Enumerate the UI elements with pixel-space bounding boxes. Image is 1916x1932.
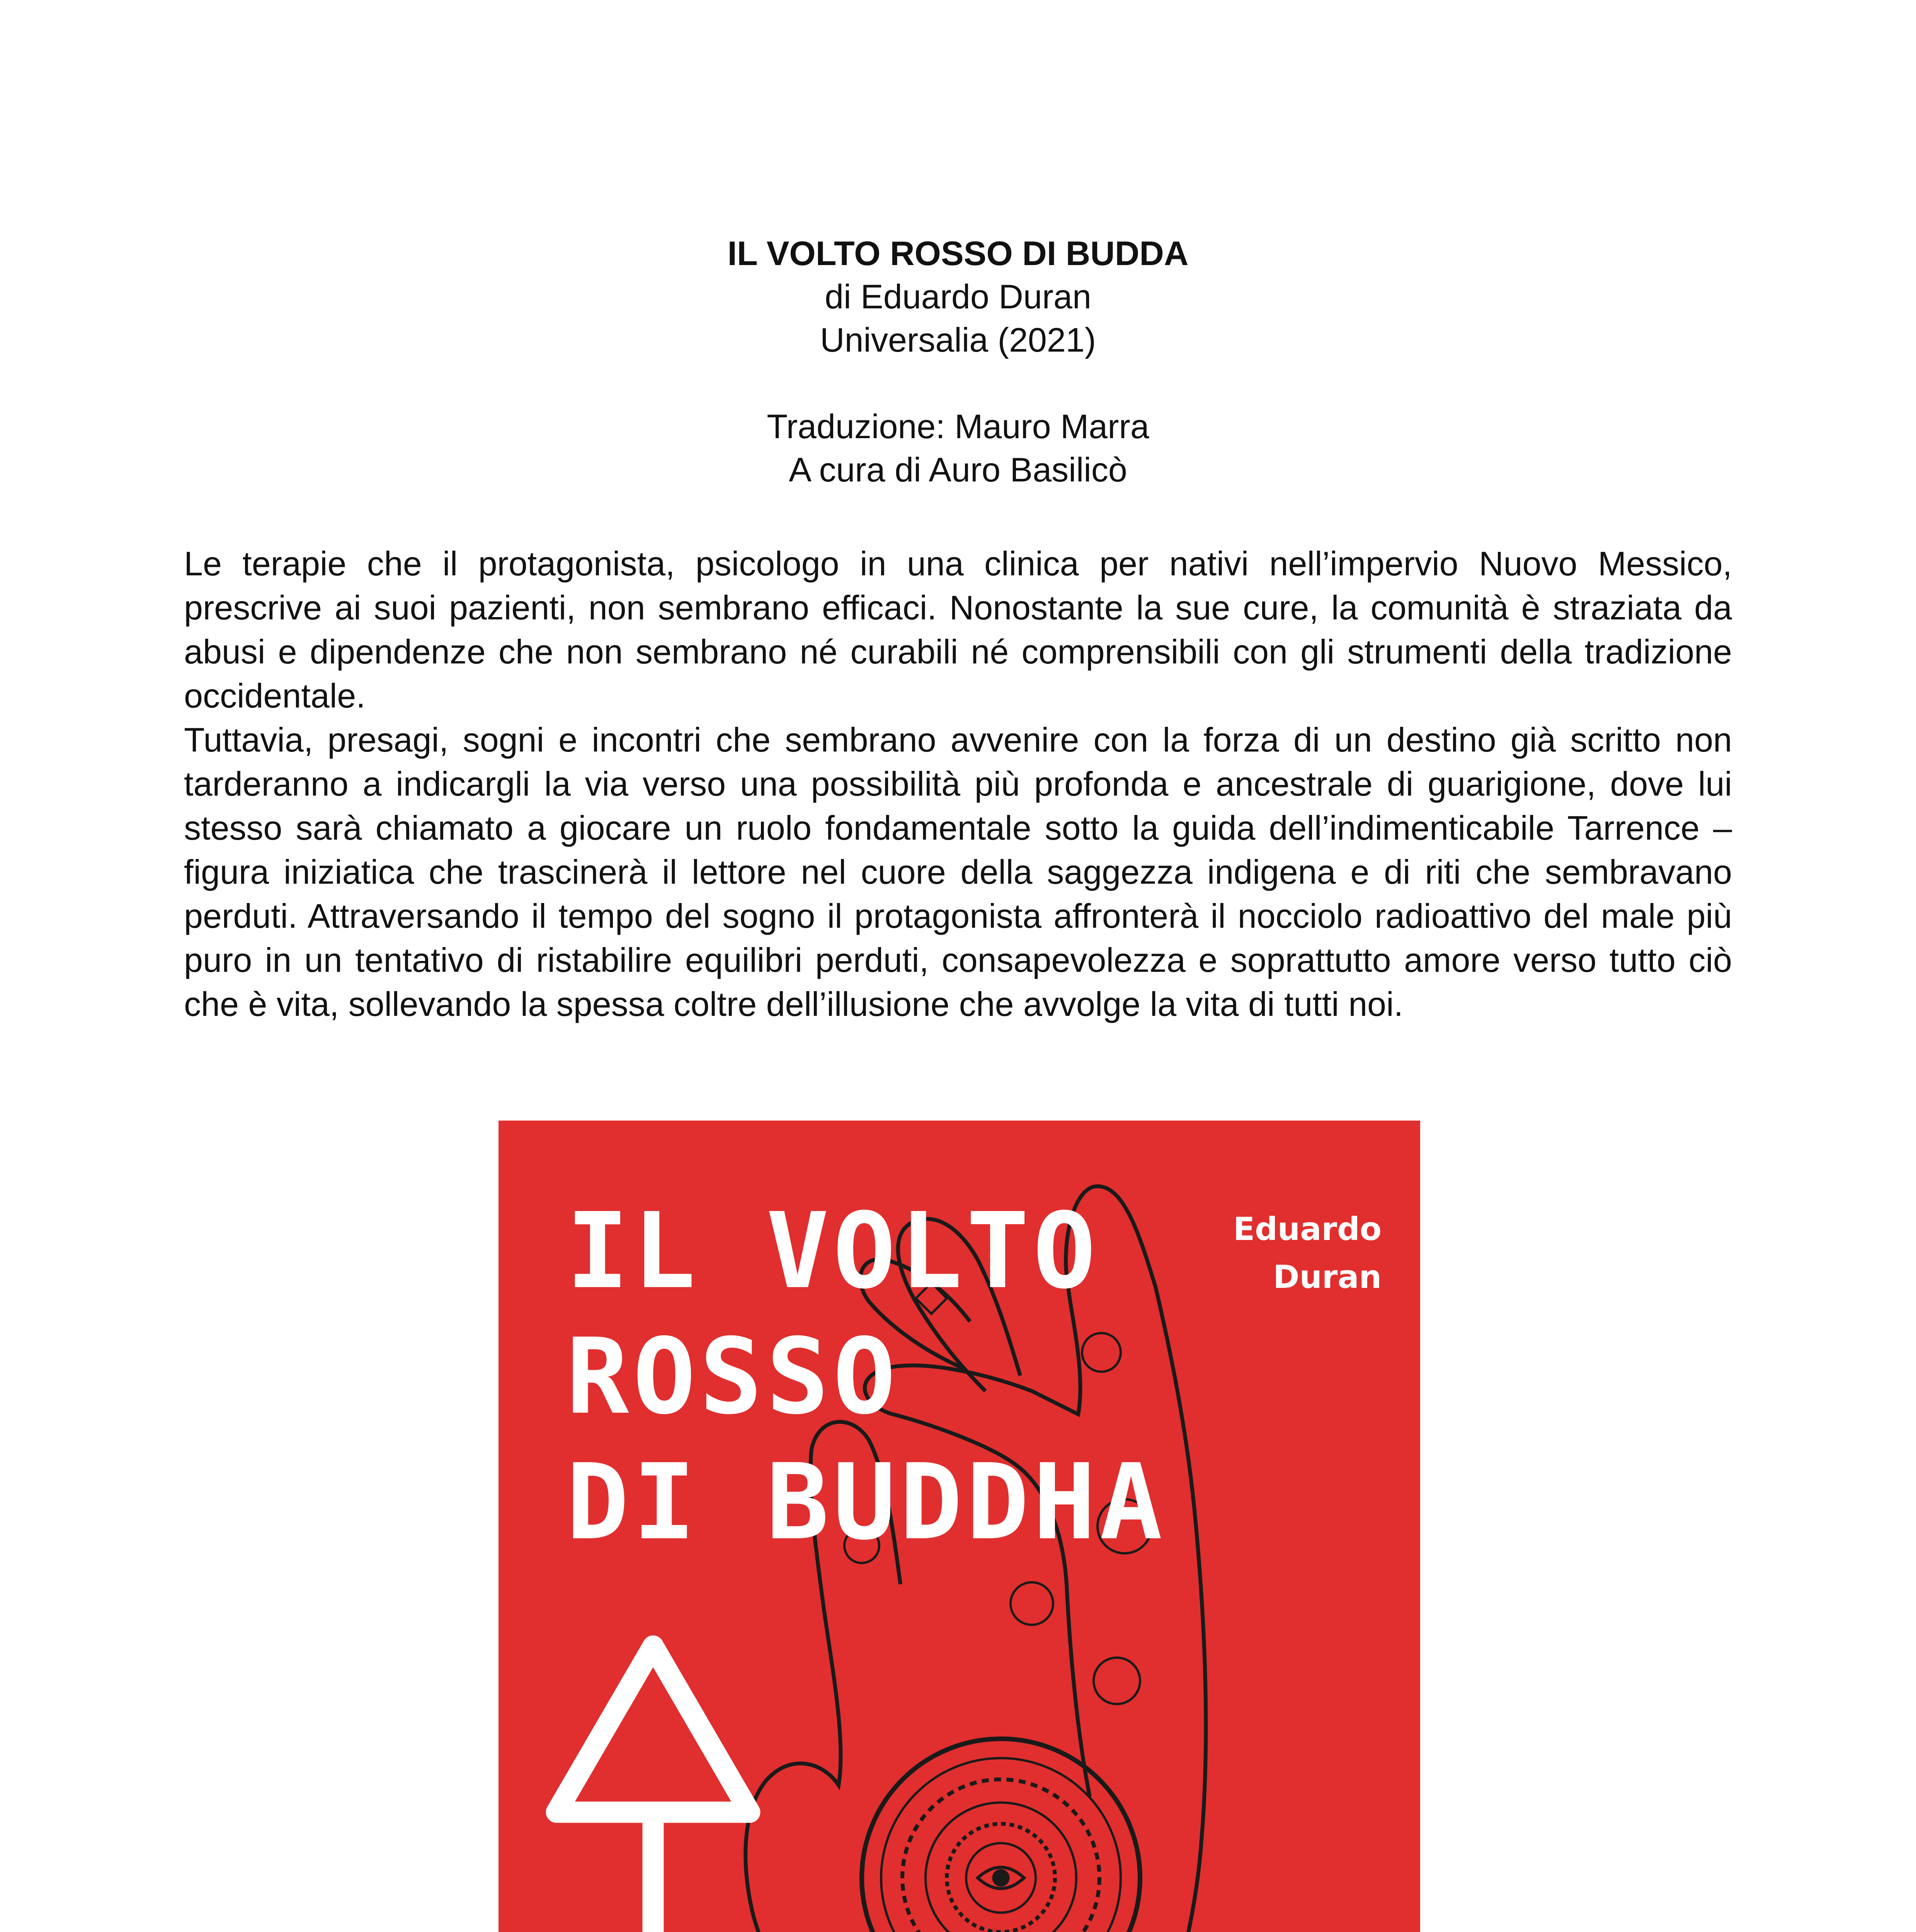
book-publisher: Universalia (2021) [820,321,1096,359]
synopsis-paragraph-2: Tuttavia, presagi, sogni e incontri che sembrano avvenire con la forza di un destino già scritto non tarderanno a indicargli la via verso una possibilità più profonda e ancestrale di guarigione, dove lui stesso sarà chiamato a giocare un ruolo fondamentale sotto la guida dell’indimenticabile Tarrence – figura iniziatica che trascinerà il lettore nel cuore della saggezza indigena e di riti che sembravano perduti. Attraversando il tempo del sogno il protagonista affronterà il nocciolo radioattivo del male più puro in un tentativo di ristabilire equilibri perduti, consapevolezza e soprattutto amore verso tutto ciò che è vita, sollevando la spessa coltre dell’illusione che avvolge la vita di tutti noi. [184,721,1732,1023]
cover-author [1233,1206,1382,1301]
synopsis-paragraph-1: Le terapie che il protagonista, psicologo in una clinica per nativi nell’impervio Nuovo Messico, prescrive ai suoi pazienti, non sembrano efficaci. Nonostante la sue cure, la comunità è straziata da abusi e dipendenze che non sembrano né curabili né comprensibili con gli strumenti della tradizione occidentale. [184,544,1732,715]
book-translator: Traduzione: Mauro Marra [767,407,1149,446]
mandala-eye-icon [862,1739,1140,1932]
book-author: di Eduardo Duran [825,277,1091,316]
book-header [0,232,1916,492]
cover-title-line: DI BUDDHA [566,1441,1166,1563]
cover-title [566,1188,1166,1565]
cover-title-line: IL VOLTO [566,1190,1100,1312]
synopsis [184,542,1732,1026]
cover-author-last-name: Duran [1273,1259,1382,1296]
book-title: IL VOLTO ROSSO DI BUDDA [727,234,1189,272]
arrow-icon [556,1646,750,1932]
header-spacer [0,362,1916,405]
book-cover-image [499,1121,1420,1932]
cover-author-first-name: Eduardo [1233,1211,1382,1248]
cover-title-line: ROSSO [566,1316,900,1437]
book-curator: A cura di Auro Basilicò [789,451,1127,489]
